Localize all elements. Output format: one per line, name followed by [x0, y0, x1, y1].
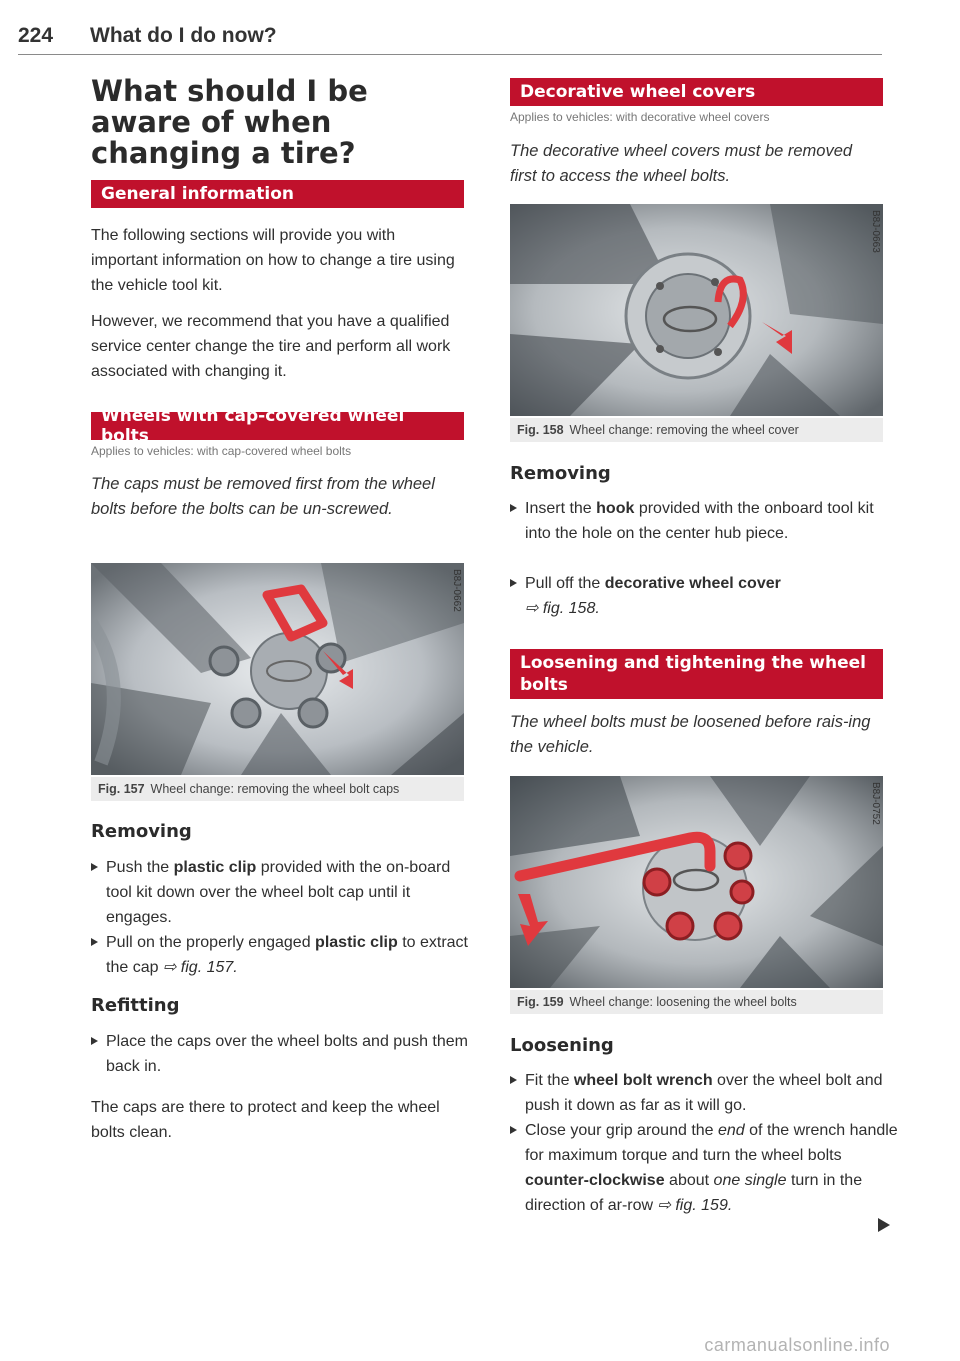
cap-step-1-text-b: provided with the on-board tool kit down over the wheel bolt cap until it engages.: [106, 859, 451, 926]
refit-step-1: [91, 1029, 479, 1079]
loosen-step-1-text-b: over the wheel bolt and push it down as far as it will go.: [525, 1072, 883, 1114]
covers-step-2-text-a: Pull off the: [525, 575, 605, 592]
figure-157-caption: [91, 777, 464, 801]
main-heading: What should I be aware of when changing a tire?: [91, 74, 368, 170]
bullet-arrow-icon: [91, 863, 98, 871]
bullet-arrow-icon: [510, 579, 517, 587]
cap-step-2-text-b: to extract the cap: [106, 934, 468, 976]
wheel-bolt-cap-illustration: [91, 563, 464, 775]
loosen-step-2-end: end: [718, 1122, 745, 1139]
loosen-step-2-text-d: turn in the direction of ar-row: [525, 1172, 863, 1214]
bullet-arrow-icon: [510, 1076, 517, 1084]
covers-applies: Applies to vehicles: with decorative wheel covers: [510, 110, 770, 124]
covers-step-1-text-a: Insert the: [525, 500, 597, 517]
loosen-step-2-one-single: one single: [713, 1172, 787, 1189]
cap-step-1: [91, 855, 479, 930]
loosen-step-1-text-a: Fit the: [525, 1072, 574, 1089]
figure-158-image: [510, 204, 883, 416]
fig-157-link[interactable]: ⇨ fig. 157.: [162, 959, 238, 976]
covers-step-1-bold: hook: [596, 500, 635, 517]
section-title: What do I do now?: [90, 24, 277, 47]
cap-step-1-text-a: Push the: [106, 859, 174, 876]
covers-step-1: [510, 496, 898, 546]
general-paragraph-1: The following sections will provide you with important information on how to change a tire using the vehicle tool kit.: [91, 227, 455, 294]
figure-158-label: Fig. 158: [517, 423, 564, 437]
loosen-step-2: [510, 1118, 898, 1218]
cap-bolts-title: Wheels with cap-covered wheel bolts: [101, 406, 405, 446]
loosen-step-2-text-a: Close your grip around the: [525, 1122, 718, 1139]
figure-159-image: [510, 776, 883, 988]
figure-159-caption: [510, 990, 883, 1014]
removing-heading-left: Removing: [91, 821, 192, 842]
general-information-bar: [91, 180, 464, 208]
figure-157-caption-text: Wheel change: removing the wheel bolt caps: [150, 782, 400, 796]
loosen-step-1: [510, 1068, 898, 1118]
figure-158-caption-text: Wheel change: removing the wheel cover: [569, 423, 799, 437]
decorative-covers-title: Decorative wheel covers: [520, 82, 756, 102]
covers-step-2: [510, 571, 898, 621]
loosening-bar: [510, 649, 883, 699]
general-information-title: General information: [101, 184, 295, 204]
cap-step-2: [91, 930, 479, 980]
refit-step-1-text: Place the caps over the wheel bolts and push them back in.: [106, 1033, 468, 1075]
figure-158-code: B8J-0663: [870, 210, 881, 253]
bullet-arrow-icon: [91, 1037, 98, 1045]
bullet-arrow-icon: [91, 938, 98, 946]
cap-bolts-intro: The caps must be removed first from the wheel bolts before the bolts can be un-screwed.: [91, 475, 435, 518]
cap-bolts-bar: [91, 406, 464, 446]
covers-intro: The decorative wheel covers must be removed first to access the wheel bolts.: [510, 142, 853, 185]
figure-157-code: B8J-0662: [451, 569, 462, 612]
fig-159-link[interactable]: ⇨ fig. 159.: [657, 1197, 733, 1214]
figure-158-caption: [510, 418, 883, 442]
figure-159-caption-text: Wheel change: loosening the wheel bolts: [569, 995, 797, 1009]
figure-159-code: B8J-0752: [870, 782, 881, 825]
loosen-step-1-bold: wheel bolt wrench: [573, 1072, 713, 1089]
loosen-step-2-text-b: of the wrench handle for maximum torque and turn the wheel bolts: [525, 1122, 898, 1164]
continue-arrow-icon: [878, 1218, 890, 1232]
decorative-covers-bar: [510, 78, 883, 106]
loosen-intro: The wheel bolts must be loosened before rais-ing the vehicle.: [510, 713, 871, 756]
cap-closing-paragraph: The caps are there to protect and keep the wheel bolts clean.: [91, 1099, 440, 1141]
page-number: 224: [18, 24, 54, 47]
refitting-heading: Refitting: [91, 995, 180, 1016]
covers-step-2-bold: decorative wheel cover: [604, 575, 781, 592]
bullet-arrow-icon: [510, 1126, 517, 1134]
figure-157-label: Fig. 157: [98, 782, 145, 796]
covers-step-1-text-b: provided with the onboard tool kit into the hole on the center hub piece.: [525, 500, 874, 542]
loosening-title: Loosening and tightening the wheel bolts: [520, 653, 866, 695]
cap-step-2-bold: plastic clip: [315, 934, 398, 951]
loosening-heading: Loosening: [510, 1035, 614, 1056]
cap-bolts-applies: Applies to vehicles: with cap-covered wheel bolts: [91, 444, 352, 458]
figure-159-label: Fig. 159: [517, 995, 564, 1009]
cap-step-1-bold: plastic clip: [173, 859, 257, 876]
loosen-step-2-text-c: about: [664, 1172, 714, 1189]
wheel-cover-illustration: [510, 204, 883, 416]
bullet-arrow-icon: [510, 504, 517, 512]
removing-heading-right: Removing: [510, 463, 611, 484]
wheel-wrench-illustration: [510, 776, 883, 988]
cap-step-2-text-a: Pull on the properly engaged: [106, 934, 316, 951]
header-rule: [18, 54, 882, 55]
loosen-step-2-bold: counter-clockwise: [525, 1172, 665, 1189]
footer-watermark: carmanualsonline.info: [704, 1335, 890, 1355]
figure-157-image: [91, 563, 464, 775]
general-paragraph-2: However, we recommend that you have a qualified service center change the tire and perform all work associated with changing it.: [91, 313, 451, 380]
fig-158-link[interactable]: ⇨ fig. 158.: [525, 600, 600, 617]
